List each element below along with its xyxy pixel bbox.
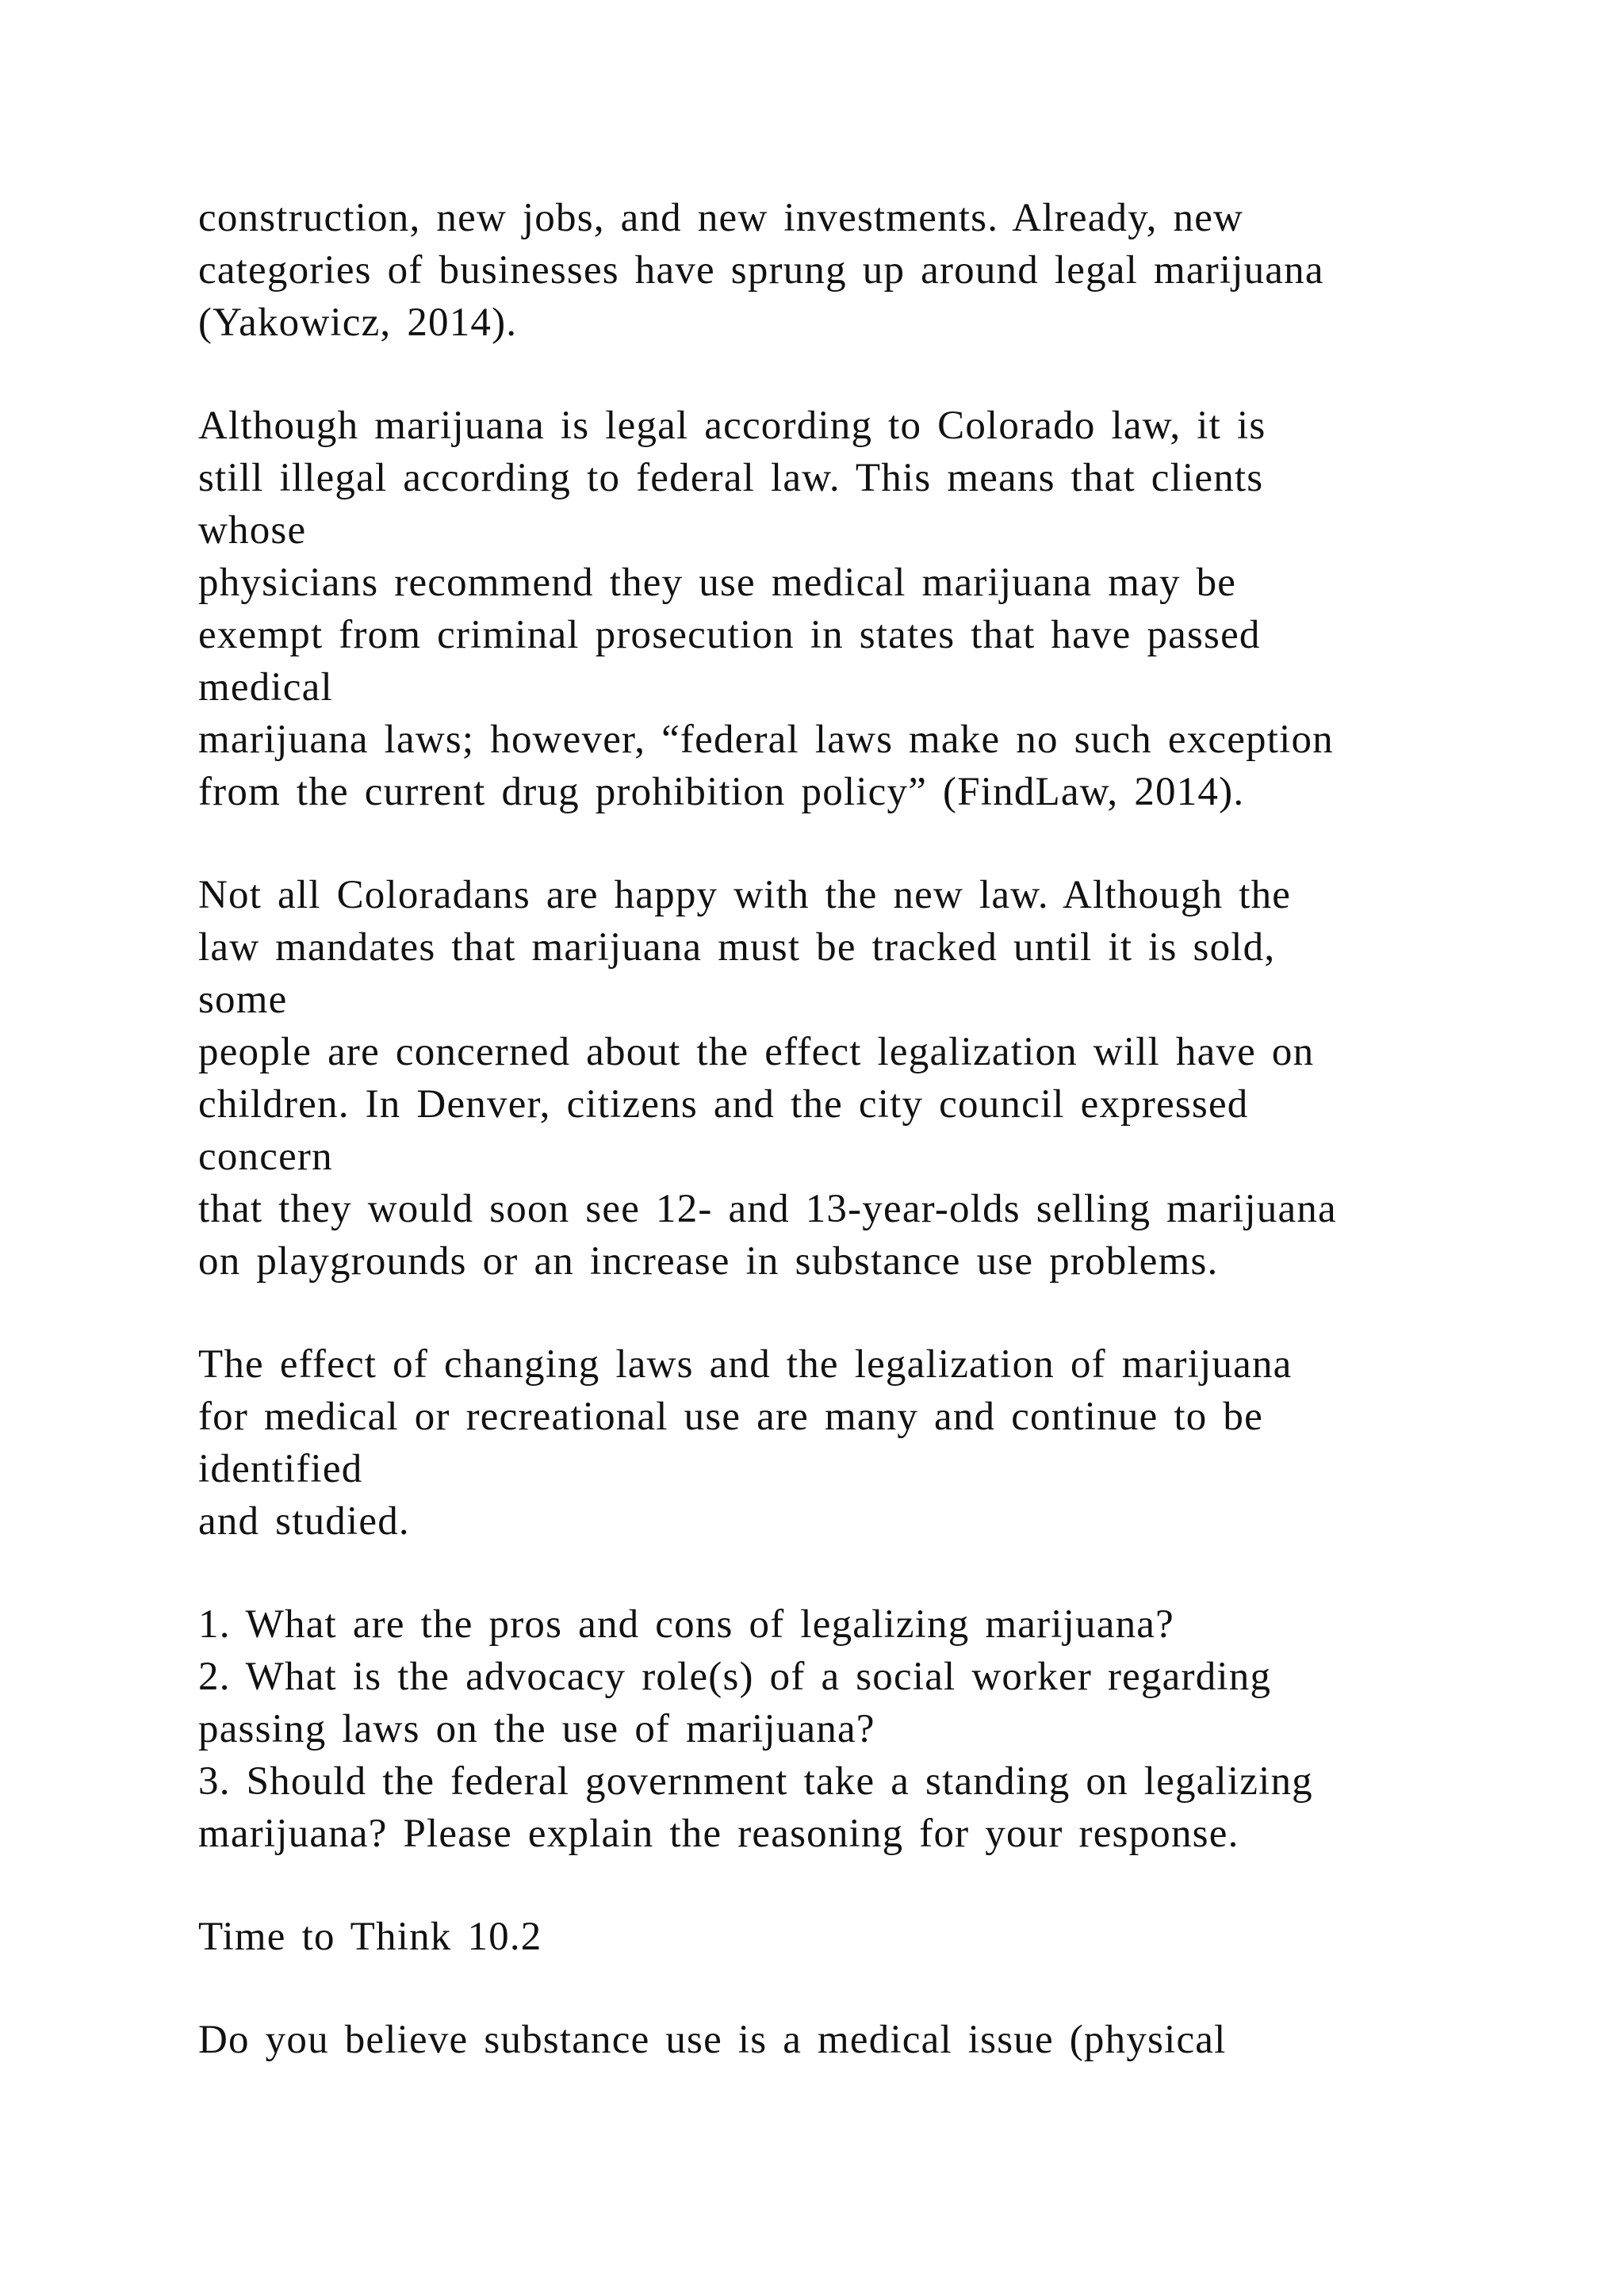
text-line: exempt from criminal prosecution in states that have passed [198, 613, 1261, 657]
text-line: from the current drug prohibition policy” (FindLaw, 2014). [198, 770, 1245, 814]
text-line: on playgrounds or an increase in substance use problems. [198, 1239, 1219, 1284]
text-line: that they would soon see 12- and 13-year-olds selling marijuana [198, 1187, 1337, 1231]
heading-text: Time to Think 10.2 [198, 1915, 542, 1959]
paragraph-gap [198, 1288, 1546, 1338]
question-item: marijuana? Please explain the reasoning for your response. [198, 1812, 1239, 1856]
text-line: physicians recommend they use medical marijuana may be [198, 561, 1237, 605]
paragraph-gap [198, 818, 1546, 869]
paragraph [198, 869, 1546, 1288]
text-line: construction, new jobs, and new investments. Already, new [198, 196, 1244, 240]
text-line: (Yakowicz, 2014). [198, 300, 518, 345]
text-line: whose [198, 508, 307, 553]
text-line: some [198, 978, 288, 1022]
text-line: Not all Coloradans are happy with the new law. Although the [198, 873, 1292, 917]
text-line: Although marijuana is legal according to Colorado law, it is [198, 404, 1266, 448]
text-line: children. In Denver, citizens and the city council expressed [198, 1082, 1249, 1127]
document-body [198, 192, 1546, 2066]
paragraph-gap [198, 349, 1546, 400]
paragraph-gap [198, 1548, 1546, 1598]
paragraph [198, 400, 1546, 818]
text-line: law mandates that marijuana must be tracked until it is sold, [198, 925, 1276, 970]
text-line: people are concerned about the effect legalization will have on [198, 1030, 1315, 1074]
text-line: medical [198, 665, 333, 710]
question-item: 2. What is the advocacy role(s) of a social worker regarding [198, 1655, 1272, 1699]
text-line: identified [198, 1447, 363, 1491]
question-item: 3. Should the federal government take a standing on legalizing [198, 1759, 1313, 1804]
text-line: categories of businesses have sprung up around legal marijuana [198, 248, 1324, 293]
question-list [198, 1598, 1546, 1860]
paragraph [198, 2014, 1546, 2066]
text-line: marijuana laws; however, “federal laws make no such exception [198, 718, 1334, 762]
text-line: for medical or recreational use are many and continue to be [198, 1395, 1263, 1439]
paragraph-gap [198, 1963, 1546, 2014]
paragraph [198, 192, 1546, 349]
text-line: and studied. [198, 1499, 410, 1544]
text-line: still illegal according to federal law. This means that clients [198, 456, 1264, 500]
text-line: Do you believe substance use is a medical issue (physical [198, 2018, 1227, 2062]
text-line: The effect of changing laws and the legalization of marijuana [198, 1342, 1293, 1387]
question-item: 1. What are the pros and cons of legalizing marijuana? [198, 1602, 1174, 1647]
paragraph-gap [198, 1860, 1546, 1911]
text-line: concern [198, 1135, 333, 1179]
paragraph [198, 1338, 1546, 1548]
question-item: passing laws on the use of marijuana? [198, 1707, 875, 1751]
section-heading [198, 1911, 1546, 1963]
